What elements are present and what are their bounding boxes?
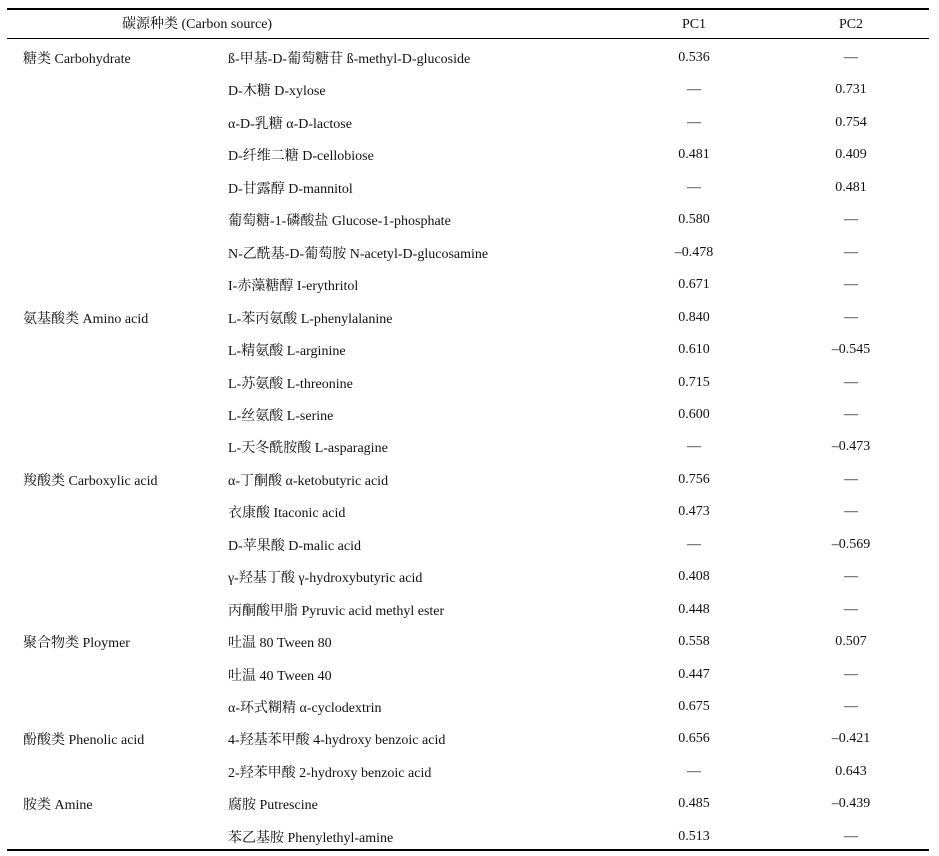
row-pc2-value: — — [844, 667, 858, 682]
table-row — [0, 243, 939, 267]
row-pc2-value: — — [844, 569, 858, 584]
row-substrate: L-苏氨酸 L-threonine — [228, 377, 353, 392]
row-substrate: 苯乙基胺 Phenylethyl-amine — [228, 831, 394, 846]
row-pc1-value: — — [687, 537, 701, 552]
table-row — [0, 632, 939, 656]
row-pc1-value: 0.408 — [678, 569, 710, 584]
table-row — [0, 697, 939, 721]
row-substrate: ß-甲基-D-葡萄糖苷 ß-methyl-D-glucoside — [228, 52, 471, 67]
table-bottom-rule — [7, 849, 929, 851]
row-substrate: 衣康酸 Itaconic acid — [228, 506, 346, 521]
row-pc1-value: — — [687, 82, 701, 97]
row-pc2-value: — — [844, 699, 858, 714]
row-pc2-value: — — [844, 504, 858, 519]
row-pc2-value: — — [844, 245, 858, 260]
row-substrate: γ-羟基丁酸 γ-hydroxybutyric acid — [228, 571, 423, 586]
row-substrate: L-精氨酸 L-arginine — [228, 344, 346, 359]
table-row — [0, 762, 939, 786]
row-pc1-value: 0.610 — [678, 342, 710, 357]
table-row — [0, 437, 939, 461]
row-substrate: N-乙酰基-D-葡萄胺 N-acetyl-D-glucosamine — [228, 247, 489, 262]
table-row — [0, 502, 939, 526]
row-pc1-value: — — [687, 180, 701, 195]
row-pc1-value: 0.715 — [678, 375, 710, 390]
row-pc1-value: 0.756 — [678, 472, 710, 487]
row-category: 糖类 Carbohydrate — [23, 52, 131, 67]
row-pc2-value: — — [844, 829, 858, 844]
table-row — [0, 535, 939, 559]
table-row — [0, 405, 939, 429]
table-row — [0, 470, 939, 494]
row-category: 氨基酸类 Amino acid — [23, 312, 149, 327]
row-substrate: L-苯丙氨酸 L-phenylalanine — [228, 312, 393, 327]
row-substrate: L-丝氨酸 L-serine — [228, 409, 334, 424]
row-pc2-value: — — [844, 602, 858, 617]
row-pc1-value: 0.600 — [678, 407, 710, 422]
table-row — [0, 794, 939, 818]
row-pc1-value: 0.840 — [678, 310, 710, 325]
row-pc2-value: — — [844, 375, 858, 390]
row-pc2-value: — — [844, 407, 858, 422]
row-pc1-value: 0.558 — [678, 634, 710, 649]
table-row — [0, 729, 939, 753]
row-substrate: L-天冬酰胺酸 L-asparagine — [228, 441, 388, 456]
row-pc1-value: — — [687, 439, 701, 454]
row-pc1-value: 0.513 — [678, 829, 710, 844]
table-row — [0, 827, 939, 851]
row-substrate: 吐温 40 Tween 40 — [228, 669, 332, 684]
row-pc2-value: 0.731 — [835, 82, 867, 97]
table-row — [0, 600, 939, 624]
row-substrate: 丙酮酸甲脂 Pyruvic acid methyl ester — [228, 604, 445, 619]
table-row — [0, 210, 939, 234]
table-row — [0, 113, 939, 137]
row-category: 聚合物类 Ploymer — [23, 636, 130, 651]
table-row — [0, 145, 939, 169]
row-substrate: α-丁酮酸 α-ketobutyric acid — [228, 474, 389, 489]
row-pc2-value: 0.754 — [835, 115, 867, 130]
row-substrate: α-D-乳糖 α-D-lactose — [228, 117, 352, 132]
row-substrate: D-纤维二糖 D-cellobiose — [228, 149, 374, 164]
row-pc2-value: 0.507 — [835, 634, 867, 649]
table-row — [0, 308, 939, 332]
row-pc2-value: –0.473 — [831, 439, 871, 454]
table-row — [0, 80, 939, 104]
row-pc2-value: — — [844, 212, 858, 227]
row-pc2-value: –0.545 — [831, 342, 871, 357]
row-substrate: D-木糖 D-xylose — [228, 84, 326, 99]
row-category: 胺类 Amine — [23, 798, 93, 813]
row-pc1-value: 0.448 — [678, 602, 710, 617]
header-carbon-source: 碳源种类 (Carbon source) — [122, 17, 273, 32]
table-row — [0, 665, 939, 689]
row-pc1-value: — — [687, 115, 701, 130]
table-row — [0, 567, 939, 591]
row-pc1-value: 0.671 — [678, 277, 710, 292]
table-row — [0, 48, 939, 72]
row-pc1-value: 0.473 — [678, 504, 710, 519]
row-substrate: D-苹果酸 D-malic acid — [228, 539, 361, 554]
row-pc2-value: — — [844, 277, 858, 292]
row-substrate: 腐胺 Putrescine — [228, 798, 318, 813]
row-pc2-value: –0.421 — [831, 731, 871, 746]
row-pc1-value: 0.580 — [678, 212, 710, 227]
row-pc1-value: — — [687, 764, 701, 779]
row-pc2-value: — — [844, 472, 858, 487]
row-pc1-value: 0.536 — [678, 50, 710, 65]
row-pc1-value: –0.478 — [674, 245, 714, 260]
row-pc1-value: 0.447 — [678, 667, 710, 682]
row-category: 酚酸类 Phenolic acid — [23, 733, 145, 748]
row-pc1-value: 0.485 — [678, 796, 710, 811]
row-pc2-value: 0.409 — [835, 147, 867, 162]
row-substrate: 葡萄糖-1-磷酸盐 Glucose-1-phosphate — [228, 214, 451, 229]
header-pc2: PC2 — [838, 17, 864, 32]
row-pc2-value: 0.481 — [835, 180, 867, 195]
row-substrate: α-环式糊精 α-cyclodextrin — [228, 701, 382, 716]
row-pc2-value: 0.643 — [835, 764, 867, 779]
row-pc2-value: –0.569 — [831, 537, 871, 552]
row-pc2-value: — — [844, 50, 858, 65]
table-row — [0, 275, 939, 299]
table-row — [0, 340, 939, 364]
row-pc1-value: 0.481 — [678, 147, 710, 162]
row-category: 羧酸类 Carboxylic acid — [23, 474, 158, 489]
row-pc1-value: 0.656 — [678, 731, 710, 746]
header-pc1: PC1 — [681, 17, 707, 32]
row-pc2-value: — — [844, 310, 858, 325]
row-substrate: 4-羟基苯甲酸 4-hydroxy benzoic acid — [228, 733, 446, 748]
row-substrate: I-赤藻糖醇 I-erythritol — [228, 279, 359, 294]
row-pc1-value: 0.675 — [678, 699, 710, 714]
table-row — [0, 373, 939, 397]
row-substrate: 吐温 80 Tween 80 — [228, 636, 332, 651]
table-row — [0, 178, 939, 202]
row-substrate: 2-羟苯甲酸 2-hydroxy benzoic acid — [228, 766, 432, 781]
row-pc2-value: –0.439 — [831, 796, 871, 811]
row-substrate: D-甘露醇 D-mannitol — [228, 182, 353, 197]
